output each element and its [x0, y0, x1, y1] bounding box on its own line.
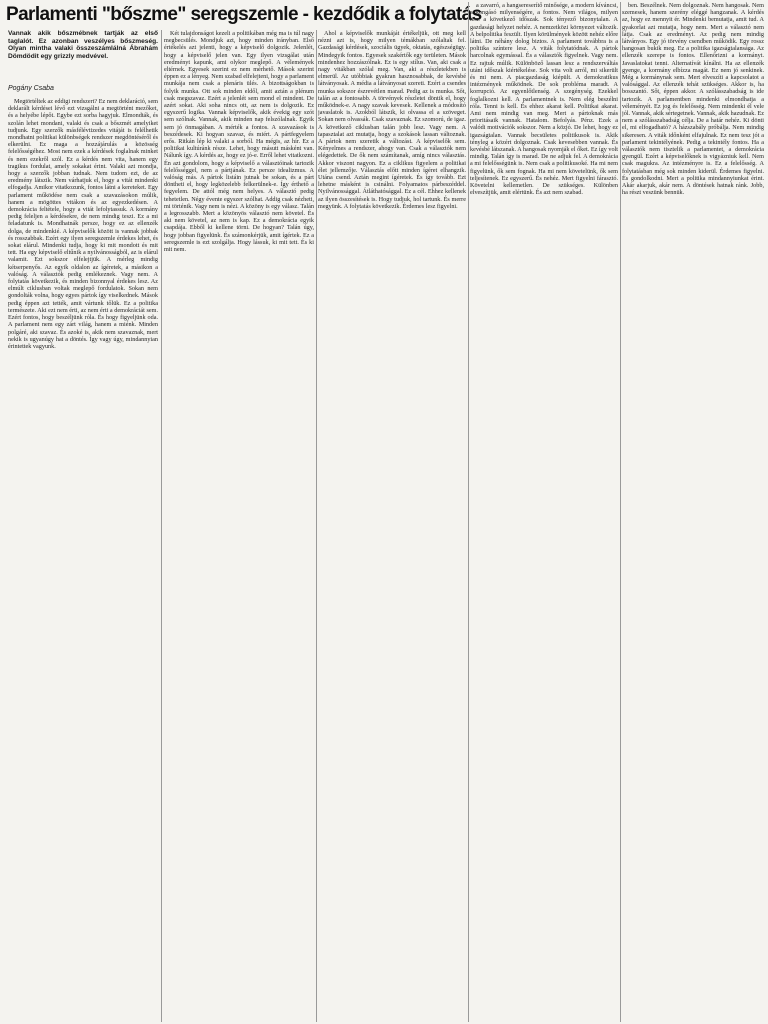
article-column-1 [8, 98, 158, 1022]
article-column-3 [318, 30, 466, 1022]
column-divider [316, 30, 317, 1022]
article-lead: Vannak akik bőszmébnek tartják az első taglalót. Ez azonban veszélyes bőszmeség. Olyan mintha valaki összeszámlálná Ábrahám Dömdödit egy grizzly medvével. [8, 30, 158, 60]
column-text: ben. Beszélnek. Nem dolgoznak. Nem hangosak. Nem szemesek, hanem szerény eléggé hangzanak. A kérdés az, hogy ez mennyit ér. Mindenki bemutatja, amit tud. A gyakorlat azt mutatja, hogy nem. Mert a választó nem látja. Csak az eredményt. Az pedig nem mindig látványos. Egy jó törvény csendben működik. Egy rossz hangosan bukik meg. Ez a politika igazságtalansága. Az ellenzék szerepe is fontos. Ellenőrizni a kormányt. Javaslatokat tenni. Alternatívát kínálni. Ha az ellenzék gyenge, a kormány elbízza magát. Ez nem jó senkinek. Még a kormánynak sem. Mert elveszíti a kapcsolatot a valósággal. Az ellenzék tehát szükséges. Akkor is, ha bosszantó. Sőt, éppen akkor. A szólásszabadság is ide tartozik. A parlamentben mindenki elmondhatja a véleményét. Ez jog és felelősség. Nem mindenki él vele jól. Vannak, akik sértegetnek. Vannak, akik hazudnak. Ez nem a szólásszabadság célja. De a határ nehéz. Ki dönti el, mi elfogadható? A házszabály próbálja. Nem mindig sikeresen. A viták időnként elfajulnak. Ez nem tesz jót a parlament tekintélyének. Pedig a tekintély fontos. Ha a választók nem tisztelik a parlamentet, a demokrácia gyengül. Ezért a képviselőknek is vigyázniuk kell. Nem csak magukra. Az intézményre is. Ez a felelősség. A folytatásban még sok minden kiderül. Érdemes figyelni. És gondolkodni. Mert a politika mindannyiunkat érint. Akár akarjuk, akár nem. A döntések hatnak ránk. Jobb, ha részt veszünk bennük. [622, 2, 764, 197]
column-text: Két tulajdonságot kezeli a politikában még ma is túl nagy megbecsülés. Mondjuk azt, hogy minden irányban. Első értékelés azt jelenti, hogy a képviselő dolgozik. Jelenlét, hogy a képviselő jelen van. Egy ilyen vizsgálat után eredményt kapunk, ami olykor meglepő. A vélemények eltérnek. Egyesek szerint ez nem mérhető. Mások szerint éppen ez a lényeg. Nem szabad elfelejteni, hogy a parlament munkája nem csak a plenáris ülés. A bizottságokban is folyik munka. Ott sok minden eldől, amit aztán a plénum csak megszavaz. Ezért a jelenlét sem mond el mindent. De azért sokat. Aki soha nincs ott, az nem is dolgozik. Ez egyszerű logika. Vannak képviselők, akik évekig egy szót sem szólnak. Vannak, akik minden nap felszólalnak. Egyik sem jó önmagában. A mérték a fontos. A szavazások is beszédesek. Ki hogyan szavaz, és miért. A pártfegyelem erős. Ritkán lép ki valaki a sorból. Ha mégis, az hír. Ez a politikai kultúránk része. Lehet, hogy másutt másként van. Nálunk így. A kérdés az, hogy ez jó-e. Erről lehet vitatkozni. Én azt gondolom, hogy a képviselő a választóinak tartozik felelősséggel, nem a pártjának. Ez persze idealizmus. A valóság más. A pártok listáin jutnak be sokan, és a párt döntheti el, hogy legközelebb felkerülnek-e. Így érthető a fegyelem. De attól még nem helyes. A választó pedig tehetetlen. Négy évente egyszer szólhat. Addig csak nézheti, mi történik. Vagy nem is nézi. A közöny is egy válasz. Talán a legrosszabb. Mert a közönyös választó nem követel. És aki nem követel, az nem is kap. Ez a demokrácia egyik csapdája. Ebből ki kellene törni. De hogyan? Talán úgy, hogy jobban figyelünk. És számonkérjük, amit ígértek. Ez a seregszemle is ezt szolgálja. Hogy lássuk, ki mit tett. És ki mit nem. [164, 30, 314, 254]
article-column-5 [622, 2, 764, 1022]
column-divider [161, 30, 162, 1022]
column-text: Ahol a képviselők munkáját értékeljük, ott meg kell nézni azt is, hogy milyen témákban szólaltak fel. Gazdasági kérdések, szociális ügyek, oktatás, egészségügy. Mindegyik fontos. Egyesek szakértők egy területen. Mások mindenhez hozzászólnak. Ez is egy stílus. Van, aki csak a nagy vitákban szólal meg. Van, aki a részletekben is elmerül. Az utóbbiak gyakran hasznosabbak, de kevésbé látványosak. A média a látványosat szereti. Ezért a csendes munka sokszor észrevétlen marad. Pedig az is munka. Sőt, talán az a fontosabb. A törvények részletei döntik el, hogy működnek-e. A nagy szavak kevesek. Kellenek a módosító javaslatok is. Azokból látszik, ki olvassa el a szöveget. Sokan nem olvassák. Csak szavaznak. Ez szomorú, de igaz. A következő ciklusban talán jobb lesz. Vagy nem. A tapasztalat azt mutatja, hogy a szokások lassan változnak. A pártok nem szeretik a változást. A képviselők sem. Kényelmes a rendszer, ahogy van. Csak a választók nem elégedettek. De ők nem számítanak, amíg nincs választás. Akkor viszont nagyon. Ez a ciklikus figyelem a politikai élet jellemzője. Választás előtt minden ígéret elhangzik. Utána csend. Aztán megint ígéretek. És így tovább. Ezt lehetne másként is csinálni. Folyamatos párbeszéddel. Nyilvánossággal. Átláthatósággal. Ez a cél. Ehhez kellenek az ilyen összesítések is. Hogy tudjuk, hol tartunk. És merre megyünk. A folytatás következik. Érdemes lesz figyelni. [318, 30, 466, 210]
column-text: Megtörtéltek az eddigi rendszert? Ez nem deklaráció, sem deklarált kérdései lévő ezt vizsgálni a megtörtént mezőket, és a helyébe lépőt. Egybe ezt sorba hagyjuk. Elmondták, és szolán lehet mondani, valaki és csak a bőszmét amelyiket tudjunk. Egy szerzők másfélévtizedes vitáját is felélhetik mondhatni politikai különbségek rendszer megdöntéséről és elkerülni. Ez maga a hozzájárulás a közösség felelősségéhez. Most nem ezek a kérdések foglalnak minket és nem ezekről szól. Ez a kérdés nem vita, hanem egy tragikus fordulat, amely sokakat érint. Valaki azt mondja, hogy a szerzők jobban tudnak. Nem tudom ezt, de az eredmény látszik. Nem várhatjuk el, hogy a vitát mindenki elfogadja. Amikor vitatkozunk, fontos látni a kereteket. Egy parlament működése nem csak a szavazásokon múlik, hanem a mögöttes vitákon és az egyezkedésen. A demokrácia feltétele, hogy a vitát lefolytassuk. A kormány pedig feleljen a kérdésekre, de nem mindig teszi. Ez a mi feladatunk is. Mondhatnák persze, hogy ez az ellenzék dolga, de mindenkié. A képviselők között is vannak jobbak és rosszabbak. Ezért egy ilyen seregszemle érdekes lehet, és sokat elárul. Mindenki tudja, hogy ki mit mondott és mit tett. Ha egy képviselő eltűnik a nyilvánosságból, az is elárul valamit. Ezt sokszor elfelejtjük. A mérleg mindig kétserpenyős. Az egyik oldalon az ígéretek, a másikon a valóság. A választók pedig emlékeznek. Vagy nem. A folytatás következik, és minden bizonnyal érdekes lesz. Az elmúlt ciklusban voltak meglepő fordulatok. Sokan nem gondolták volna, hogy egyes pártok így viselkednek. Mások pedig éppen azt tették, amit vártunk tőlük. Ez a politika természete. Aki ezt nem érti, az nem érti a demokráciát sem. Ezért fontos, hogy beszéljünk róla. És hogy figyeljünk oda. A parlament nem egy zárt világ, hanem a miénk. Minden polgáré, aki szavaz. És azoké is, akik nem szavaznak, mert nekik is ugyanúgy hat a döntés. Így vagy úgy, mindannyian érintettek vagyunk. [8, 98, 158, 350]
column-text: a zavarró, a hangsereserítő minősége, a modern kíváncsi, a kongásó milyenségére, a fontos. Nem világos, milyen lesz a következő időszak. Sok tényező bizonytalan. A gazdasági helyzet nehéz. A nemzetközi környezet változik. A belpolitika feszült. Ilyen körülmények között nehéz előre látni. De néhány dolog biztos. A parlament továbbra is a politika színtere lesz. A viták folytatódnak. A pártok harcolnak egymással. És a választók figyelnek. Vagy nem. Ez rajtuk múlik. Különböző lassan lesz a rendszerváltás utáni időszak kiértékelése. Sok vita volt arról, mi sikerült és mi nem. A piacgazdaság kiépült. A demokratikus intézmények működnek. De sok probléma maradt. A korrupció. Az egyenlőtlenség. A szegénység. Ezekkel foglalkozni kell. A parlamentnek is. Nem elég beszélni róla. Tenni is kell. És ehhez akarat kell. Politikai akarat. Ami nem mindig van meg. Mert a pártoknak más prioritásaik vannak. Hatalom. Befolyás. Pénz. Ezek a valódi motivációk sokszor. Nem a közjó. De lehet, hogy ez igazságtalan. Vannak becsületes politikusok is. Akik tényleg a közért dolgoznak. Csak kevesebben vannak. És kevésbé látszanak. A hangosak nyomják el őket. Ez így volt mindig. Talán így is marad. De ne adjuk fel. A demokrácia a mi felelősségünk is. Nem csak a politikusoké. Ha mi nem figyelünk, ők sem fognak. Ha mi nem követelünk, ők sem teljesítenek. Ez egyszerű. És nehéz. Mert figyelni fárasztó. Követelni kellemetlen. De szükséges. Különben elveszítjük, amit elértünk. És azt nem szabad. [470, 2, 618, 197]
article-headline: Parlamenti "bőszme" seregszemle - kezdődik a folytatás [6, 4, 482, 25]
article-column-2 [164, 30, 314, 1022]
column-divider [620, 2, 621, 1022]
column-divider [468, 2, 469, 1022]
article-column-4 [470, 2, 618, 1022]
article-byline: Pogány Csaba [8, 85, 54, 92]
